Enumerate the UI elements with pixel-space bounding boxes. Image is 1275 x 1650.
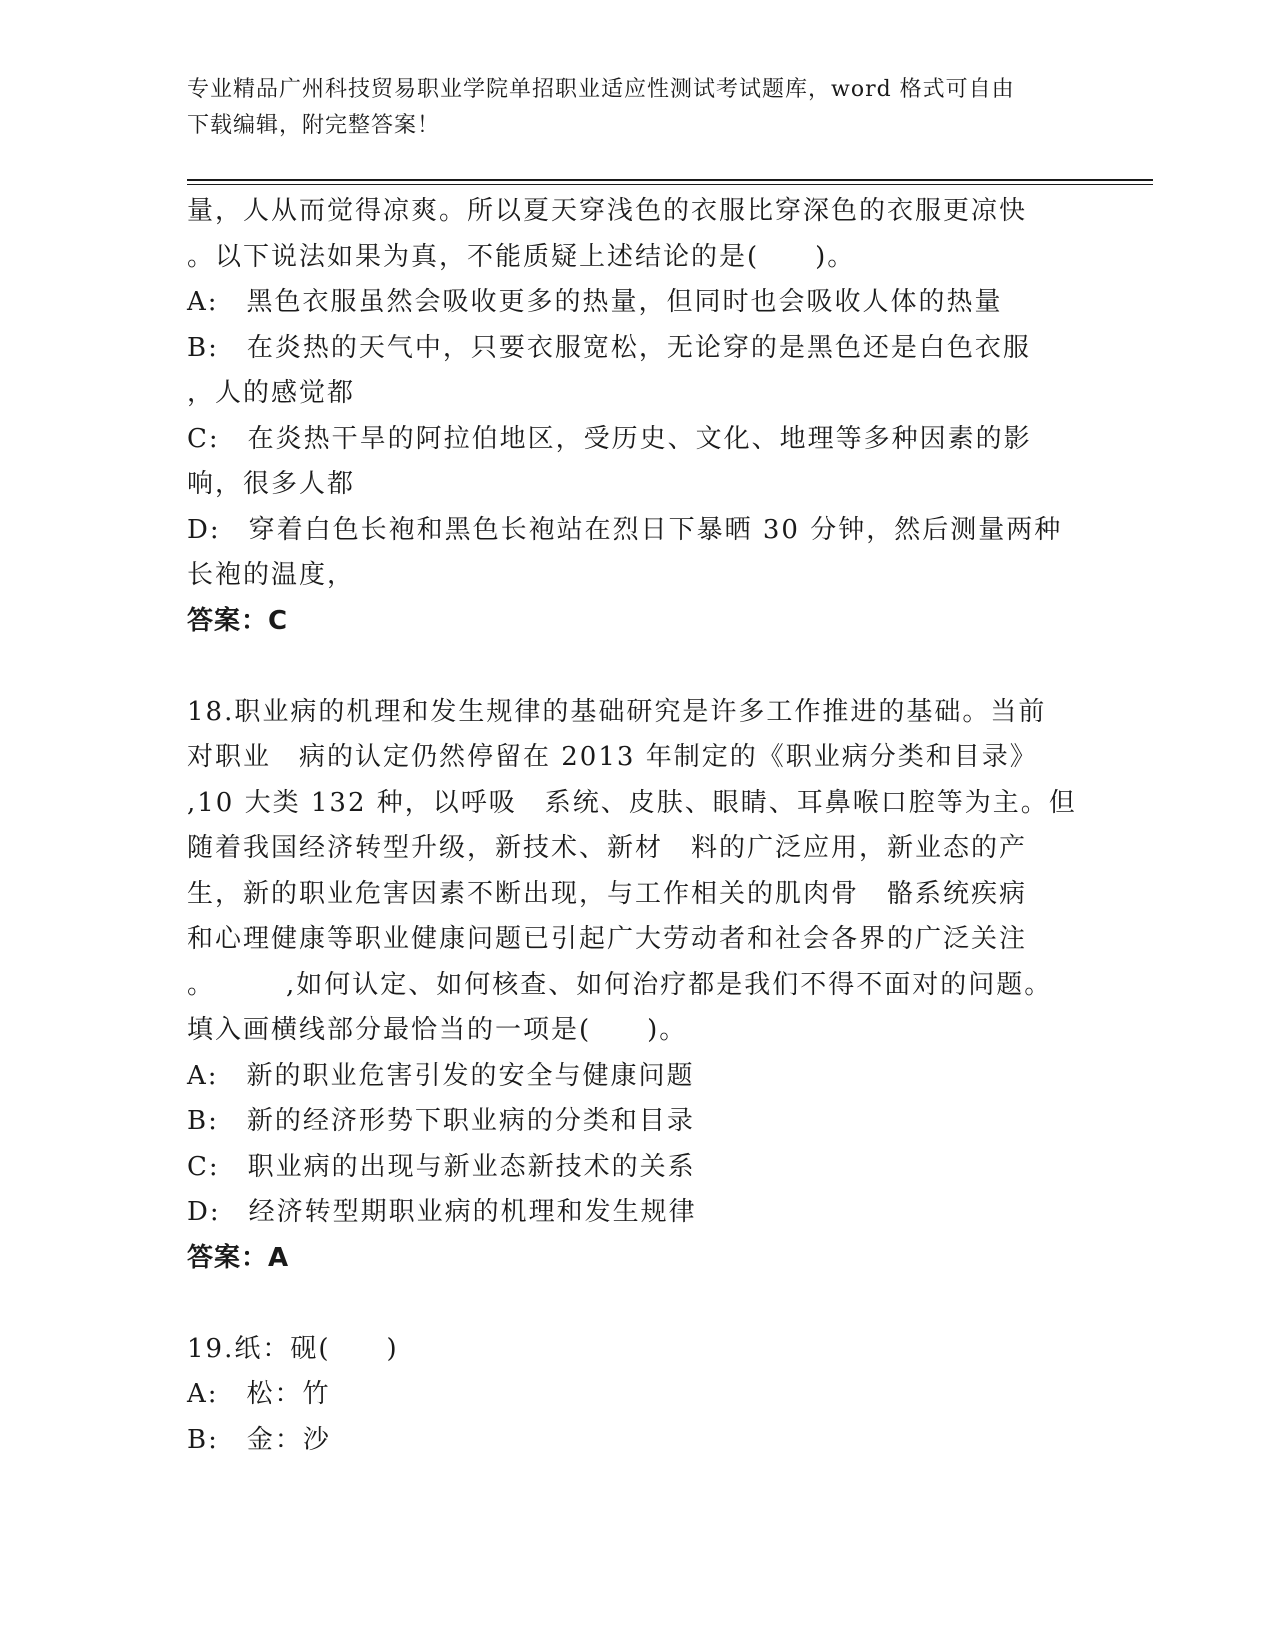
header-rule-thick	[187, 179, 1153, 181]
q18-option-a: A: 新的职业危害引发的安全与健康问题	[187, 1060, 695, 1091]
q17-text-line-1: 量，人从而觉得凉爽。所以夏天穿浅色的衣服比穿深色的衣服更凉快	[187, 196, 1028, 226]
spacer	[187, 644, 1087, 690]
header-line-2: 下载编辑，附完整答案！	[187, 113, 441, 138]
q17-option-a: A: 黑色衣服虽然会吸收更多的热量，但同时也会吸收人体的热量	[187, 287, 1003, 317]
q17-text-line-2: 。以下说法如果为真，不能质疑上述结论的是( )。	[187, 241, 856, 272]
q19-option-b: B: 金：沙	[187, 1424, 331, 1455]
q17-option-b-line-2: ，人的感觉都	[187, 378, 356, 408]
header-rule-thin	[187, 184, 1153, 185]
q18-option-b: B: 新的经济形势下职业病的分类和目录	[187, 1106, 695, 1136]
document-body	[187, 189, 1087, 1463]
question-19	[187, 1327, 1087, 1464]
q17-option-c-line-2: 响，很多人都	[187, 469, 356, 499]
q18-text-line-5: 生，新的职业危害因素不断出现，与工作相关的肌肉骨 骼系统疾病	[187, 878, 1028, 909]
q17-option-b-line-1: B: 在炎热的天气中，只要衣服宽松，无论穿的是黑色还是白色衣服	[187, 332, 1031, 363]
q18-text-line-3: ,10 大类 132 种，以呼吸 系统、皮肤、眼睛、耳鼻喉口腔等为主。但	[187, 787, 1077, 818]
page-header	[187, 72, 1087, 144]
q18-text-line-2: 对职业 病的认定仍然停留在 2013 年制定的《职业病分类和目录》	[187, 742, 1038, 772]
question-18	[187, 690, 1087, 1282]
q18-text-line-6: 和心理健康等职业健康问题已引起广大劳动者和社会各界的广泛关注	[187, 924, 1028, 954]
spacer	[187, 1281, 1087, 1327]
q18-option-d: D: 经济转型期职业病的机理和发生规律	[187, 1197, 697, 1227]
q18-text-line-4: 随着我国经济转型升级，新技术、新材 料的广泛应用，新业态的产	[187, 833, 1028, 863]
q17-answer: 答案：C	[187, 605, 289, 636]
q18-option-c: C: 职业病的出现与新业态新技术的关系	[187, 1151, 696, 1182]
q18-text-line-8: 填入画横线部分最恰当的一项是( )。	[187, 1015, 688, 1045]
header-line-1: 专业精品广州科技贸易职业学院单招职业适应性测试考试题库，word 格式可自由	[187, 77, 1015, 102]
q18-answer: 答案：A	[187, 1242, 290, 1273]
q18-text-line-7: 。 ,如何认定、如何核查、如何治疗都是我们不得不面对的问题。	[187, 969, 1053, 1000]
q17-option-c-line-1: C: 在炎热干旱的阿拉伯地区，受历史、文化、地理等多种因素的影	[187, 423, 1032, 454]
q19-text-line-1: 19.纸：砚( )	[187, 1333, 399, 1364]
q19-option-a: A: 松：竹	[187, 1379, 331, 1409]
question-17	[187, 189, 1087, 644]
q17-option-d-line-1: D: 穿着白色长袍和黑色长袍站在烈日下暴晒 30 分钟，然后测量两种	[187, 514, 1063, 545]
q18-text-line-1: 18.职业病的机理和发生规律的基础研究是许多工作推进的基础。当前	[187, 696, 1047, 727]
q17-option-d-line-2: 长袍的温度，	[187, 560, 356, 590]
